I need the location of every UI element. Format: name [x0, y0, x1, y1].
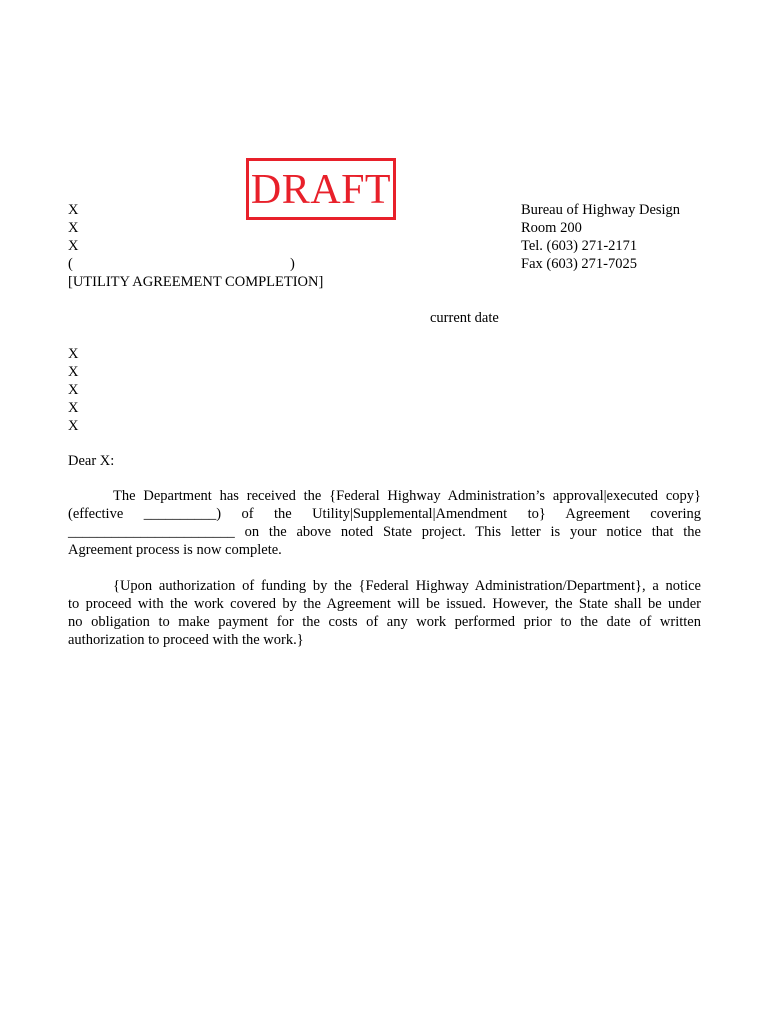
- paragraph-2-line-2: to proceed with the work covered by the Agreement will be issued. However, the State shall be under: [68, 596, 701, 612]
- project-reference: [68, 255, 368, 273]
- paragraph-2-line-4: authorization to proceed with the work.}: [68, 632, 304, 648]
- letter-date: current date: [430, 310, 499, 326]
- paren-open: (: [68, 256, 73, 272]
- salutation: Dear X:: [68, 453, 115, 469]
- paragraph-1-line-3: _______________________ on the above noted State project. This letter is your notice that the: [68, 524, 701, 540]
- office-name: Bureau of Highway Design: [521, 202, 681, 218]
- paragraph-2-line-1: {Upon authorization of funding by the {Federal Highway Administration/Department}, a notice: [113, 578, 701, 594]
- office-room: Room 200: [521, 220, 582, 236]
- sender-address-block: [68, 201, 368, 291]
- paragraph-1-line-2: (effective __________) of the Utility|Supplemental|Amendment to} Agreement covering: [68, 506, 701, 522]
- body-paragraph-2: [68, 577, 701, 649]
- paragraph-1-line-1: The Department has received the {Federal Highway Administration’s approval|executed copy}: [113, 488, 701, 504]
- recipient-address-block: [68, 345, 78, 435]
- recipient-line-3: X: [68, 382, 79, 398]
- draft-stamp: DRAFT: [246, 158, 396, 220]
- sender-line-2: X: [68, 220, 79, 236]
- recipient-line-4: X: [68, 400, 79, 416]
- body-paragraph-1: [68, 487, 701, 559]
- paren-close: ): [290, 256, 295, 272]
- sender-line-3: X: [68, 238, 79, 254]
- office-address-block: [521, 201, 721, 273]
- office-tel: Tel. (603) 271-2171: [521, 238, 638, 254]
- sender-line-1: X: [68, 202, 79, 218]
- recipient-line-5: X: [68, 418, 79, 434]
- recipient-line-1: X: [68, 346, 79, 362]
- recipient-line-2: X: [68, 364, 79, 380]
- paragraph-1-line-4: Agreement process is now complete.: [68, 542, 282, 558]
- subject-line: [UTILITY AGREEMENT COMPLETION]: [68, 274, 324, 290]
- paragraph-2-line-3: no obligation to make payment for the costs of any work performed prior to the date of written: [68, 614, 701, 630]
- office-fax: Fax (603) 271-7025: [521, 256, 637, 272]
